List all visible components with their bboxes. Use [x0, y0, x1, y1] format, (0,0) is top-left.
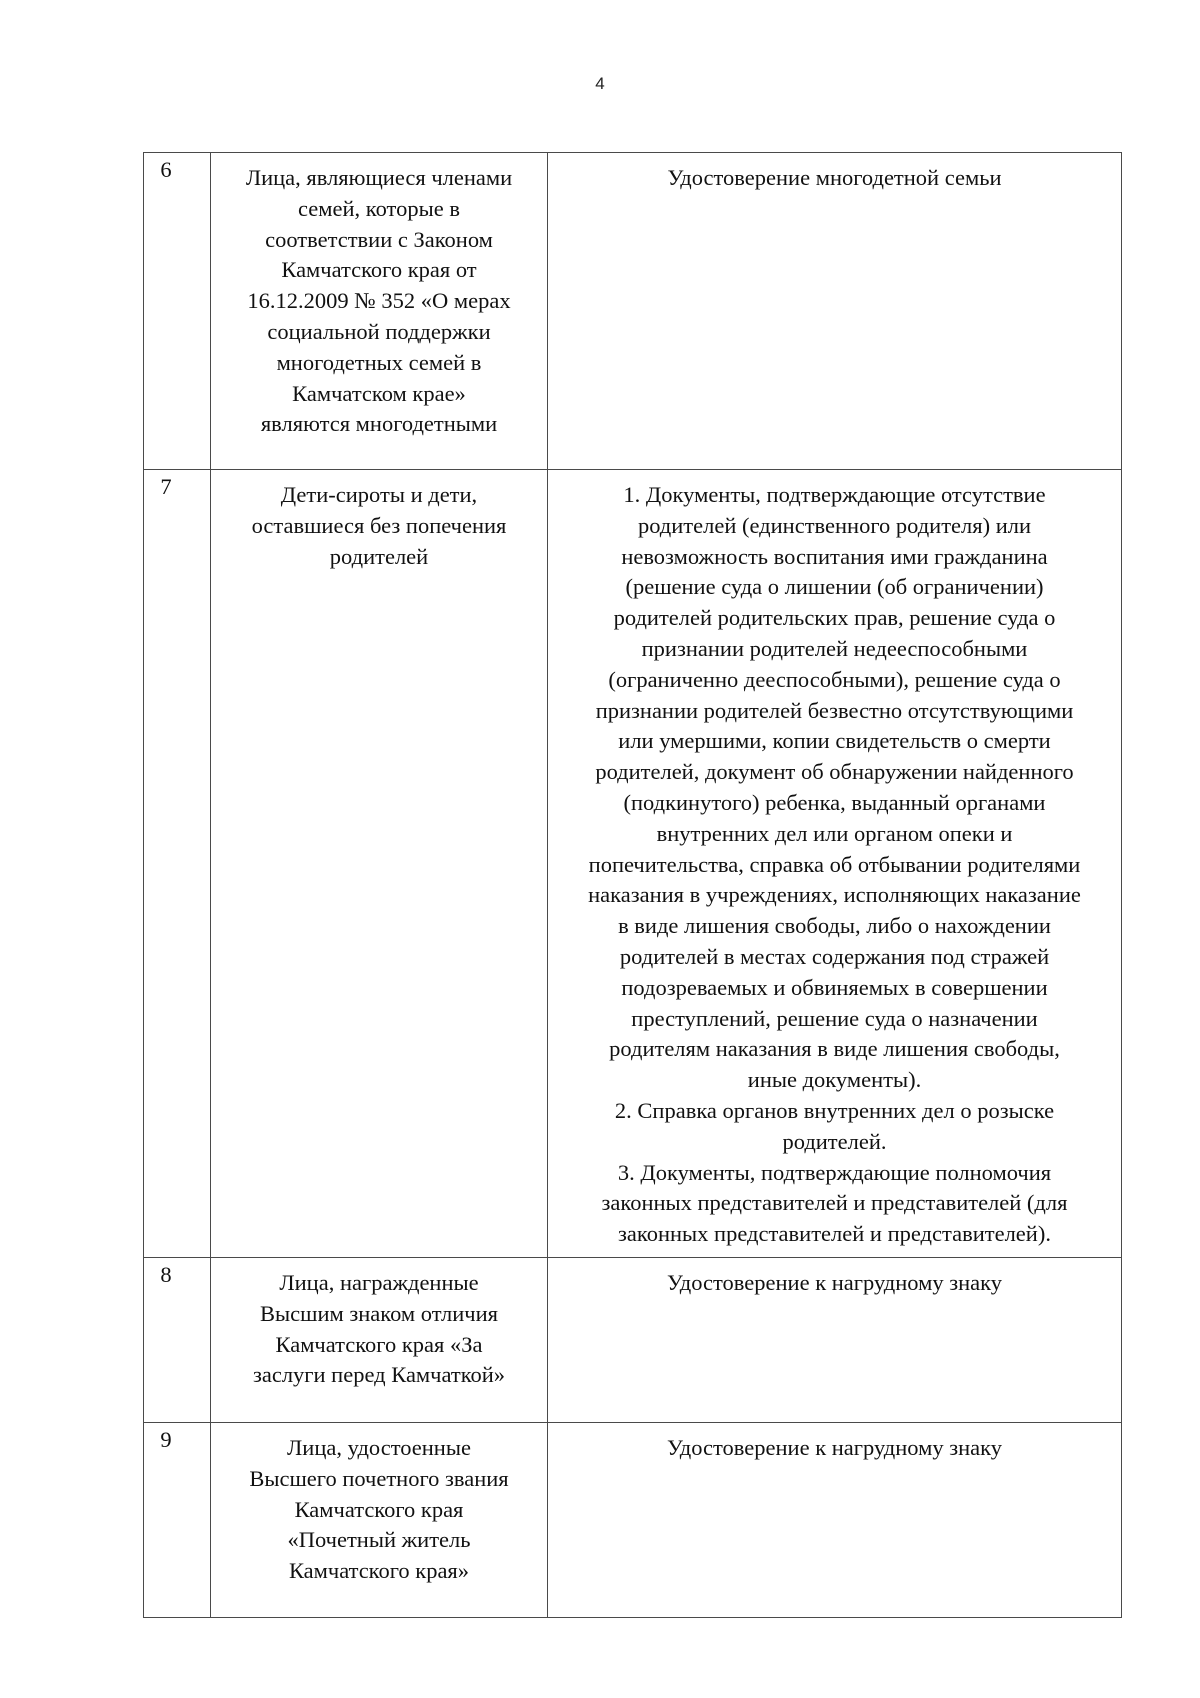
category-cell	[211, 1258, 548, 1423]
table-row-7	[144, 470, 1122, 1258]
category-line: Камчатского края»	[288, 1558, 470, 1584]
document-line: внутренних дел или органом опеки и	[656, 820, 1013, 846]
category-cell	[211, 470, 548, 1258]
category-line: Лица, удостоенные	[287, 1435, 471, 1460]
row-number: 8	[160, 1262, 172, 1287]
document-line: родителям наказания в виде лишения свободы,	[609, 1036, 1060, 1062]
category-line: многодетных семей в	[276, 349, 482, 375]
category-line: Камчатского края	[294, 1496, 464, 1522]
row-number-cell	[144, 153, 211, 470]
row-number: 9	[160, 1427, 172, 1452]
category-line: социальной поддержки	[267, 318, 491, 344]
category-line: Лица, являющиеся членами	[245, 165, 513, 190]
document-line: 2. Справка органов внутренних дел о розыске	[614, 1097, 1055, 1123]
category-line: родителей	[329, 543, 429, 569]
document-line: родителей (единственного родителя) или	[637, 512, 1032, 538]
category-line: Высшим знаком отличия	[260, 1300, 498, 1326]
category-line: являются многодетными	[260, 411, 498, 437]
document-line: 3. Документы, подтверждающие полномочия	[617, 1159, 1052, 1185]
category-cell	[211, 1423, 548, 1618]
document-line: в виде лишения свободы, либо о нахождении	[618, 913, 1051, 939]
category-line: Камчатском крае»	[292, 380, 466, 406]
row-number-cell	[144, 1258, 211, 1423]
document-line: попечительства, справка об отбывании родителями	[588, 851, 1081, 877]
document-line: родителей родительских прав, решение суда о	[613, 605, 1056, 631]
row-number-cell	[144, 470, 211, 1258]
document-line: подозреваемых и обвиняемых в совершении	[621, 974, 1048, 1000]
document-line: родителей в местах содержания под стражей	[619, 943, 1050, 969]
document-line: (ограниченно дееспособными), решение суда о	[608, 666, 1061, 692]
document-line: признании родителей безвестно отсутствующими	[595, 697, 1074, 723]
document-line: 1. Документы, подтверждающие отсутствие	[623, 482, 1046, 507]
category-line: заслуги перед Камчаткой»	[252, 1362, 506, 1388]
table-row-9	[144, 1423, 1122, 1618]
category-line: Высшего почетного звания	[249, 1465, 509, 1491]
document-line: законных представителей и представителей).	[618, 1221, 1051, 1247]
document-line: иные документы).	[747, 1067, 922, 1093]
page-number: 4	[595, 74, 605, 93]
row-number: 6	[160, 157, 172, 182]
document-line: признании родителей недееспособными	[641, 635, 1028, 661]
category-line: соответствии с Законом	[265, 226, 493, 252]
category-line: 16.12.2009 № 352 «О мерах	[247, 288, 511, 314]
category-line: Камчатского края от	[281, 257, 477, 283]
category-cell	[211, 153, 548, 470]
document-line: (подкинутого) ребенка, выданный органами	[623, 789, 1046, 815]
row-number: 7	[160, 474, 172, 499]
table-row-8	[144, 1258, 1122, 1423]
documents-cell	[548, 470, 1122, 1258]
document-line: родителей, документ об обнаружении найденного	[595, 759, 1074, 785]
documents-cell	[548, 1258, 1122, 1423]
category-line: семей, которые в	[298, 195, 460, 221]
document-line: (решение суда о лишении (об ограничении)	[625, 574, 1044, 600]
document-line: преступлений, решение суда о назначении	[631, 1005, 1038, 1031]
documents-cell	[548, 1423, 1122, 1618]
documents-cell	[548, 153, 1122, 470]
document-line: Удостоверение многодетной семьи	[667, 165, 1002, 190]
document-line: законных представителей и представителей (для	[601, 1190, 1068, 1216]
category-line: оставшиеся без попечения	[251, 512, 507, 538]
document-line: наказания в учреждениях, исполняющих наказание	[588, 882, 1081, 908]
document-line: Удостоверение к нагрудному знаку	[666, 1270, 1003, 1295]
document-line: родителей.	[782, 1128, 887, 1154]
document-line: невозможность воспитания ими гражданина	[621, 543, 1048, 569]
document-line: Удостоверение к нагрудному знаку	[666, 1435, 1003, 1460]
category-line: Камчатского края «За	[275, 1331, 483, 1357]
category-line: Лица, награжденные	[279, 1270, 479, 1295]
category-line: Дети-сироты и дети,	[280, 482, 478, 507]
table-row-6	[144, 153, 1122, 470]
document-line: или умершими, копии свидетельств о смерти	[618, 728, 1051, 754]
row-number-cell	[144, 1423, 211, 1618]
document-table	[143, 152, 1122, 1618]
category-line: «Почетный житель	[287, 1527, 471, 1553]
